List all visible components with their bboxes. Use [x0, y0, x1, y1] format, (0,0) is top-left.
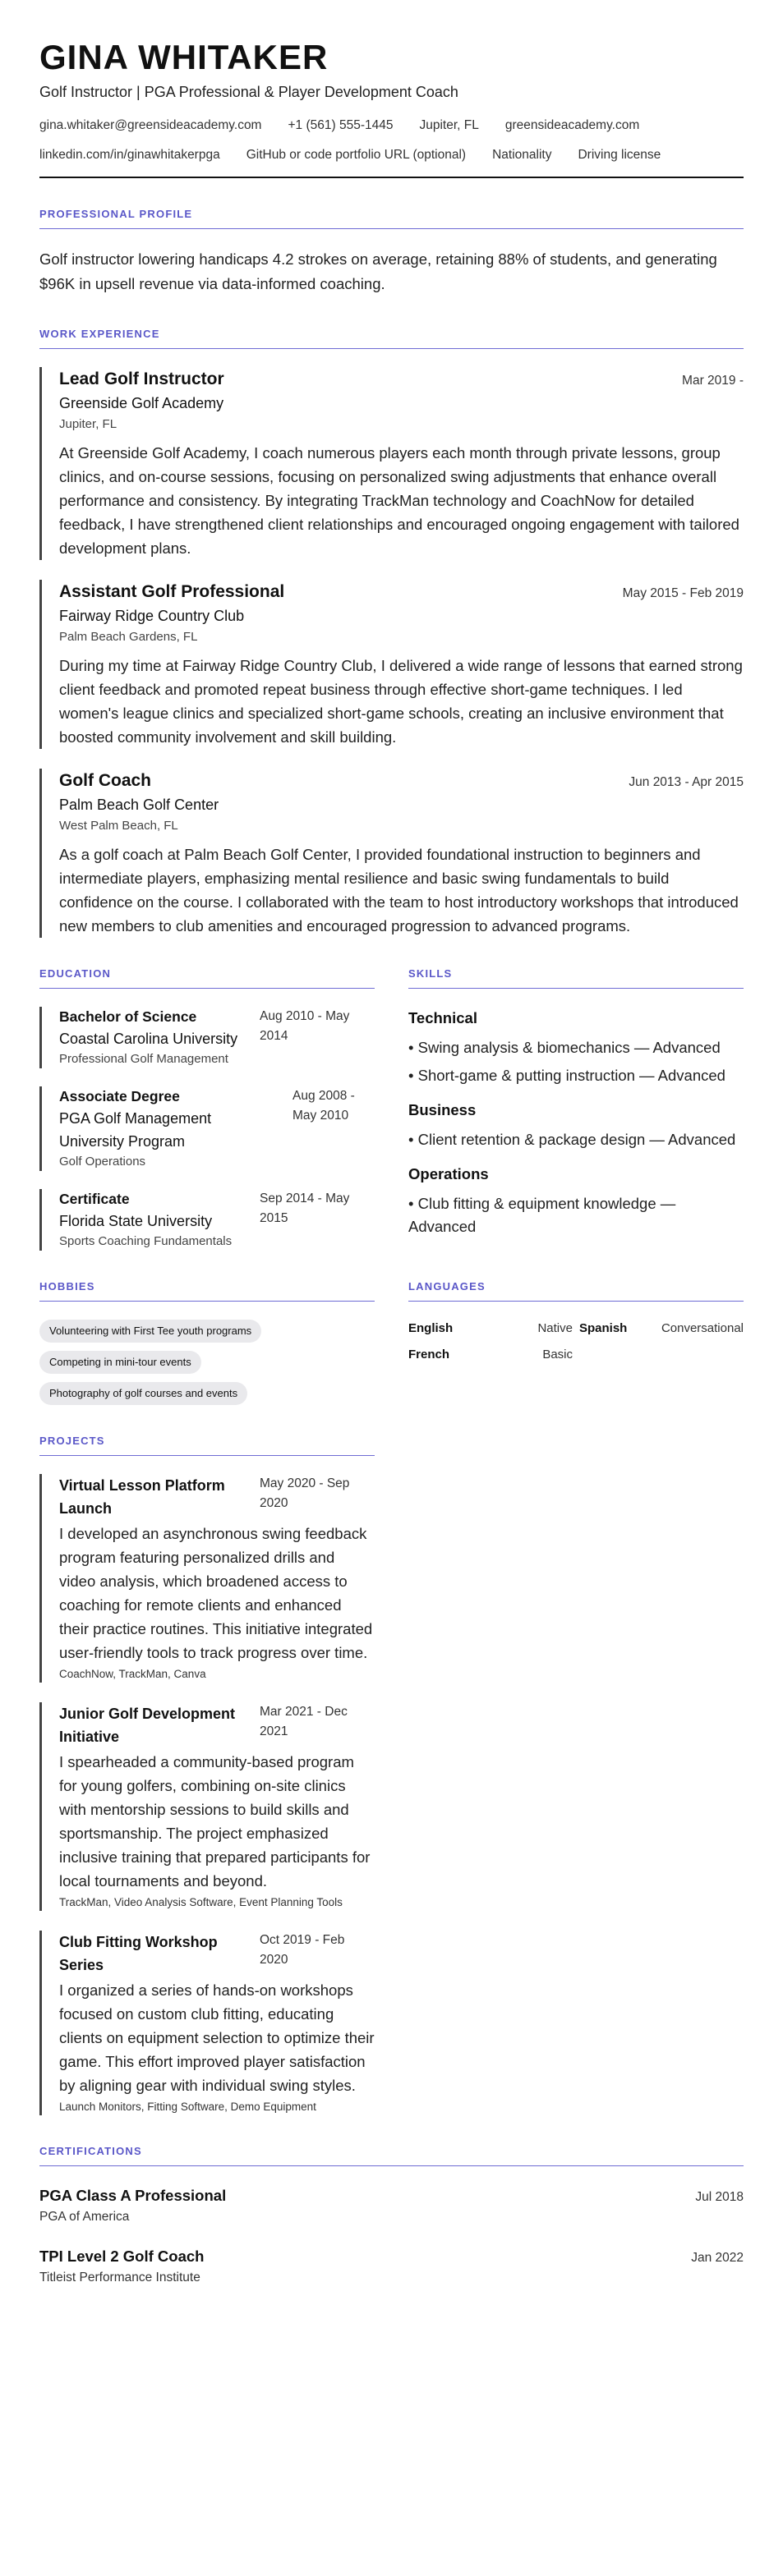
project-item: [39, 1931, 375, 2115]
hobbies-section-title: HOBBIES: [39, 1280, 375, 1302]
contact-linkedin[interactable]: linkedin.com/in/ginawhitakerpga: [39, 148, 220, 162]
language-name: French: [408, 1348, 450, 1361]
degree: Associate Degree: [59, 1088, 180, 1104]
profile-section-title: PROFESSIONAL PROFILE: [39, 208, 744, 229]
project-dates: Oct 2019 - Feb 2020: [260, 1933, 345, 1967]
certification-issuer: PGA of America: [39, 2210, 130, 2224]
education-dates: Aug 2010 - May 2014: [260, 1009, 350, 1043]
job-organization: Greenside Golf Academy: [59, 395, 224, 411]
education-section: [39, 967, 375, 1280]
header-divider: [39, 177, 744, 178]
project-tools: TrackMan, Video Analysis Software, Event Planning Tools: [59, 1896, 343, 1908]
contact-location: Jupiter, FL: [419, 118, 479, 132]
certification-date: Jul 2018: [695, 2190, 744, 2204]
contact-nationality: Nationality: [492, 148, 552, 162]
language-list: [408, 1320, 744, 1364]
language-level: Basic: [542, 1348, 573, 1361]
language-item: [408, 1346, 573, 1364]
job-dates: Jun 2013 - Apr 2015: [629, 775, 744, 789]
degree: Certificate: [59, 1191, 130, 1207]
project-dates: May 2020 - Sep 2020: [260, 1476, 350, 1510]
field-of-study: Golf Operations: [59, 1155, 146, 1169]
job-location: Palm Beach Gardens, FL: [59, 630, 198, 644]
profile-section: [39, 208, 744, 296]
project-description: I spearheaded a community-based program for young golfers, combining on-site clinics with mentorship sessions to build skills and sportsmanship. The project emphasized inclusive training that prepared participants for local tournaments and beyond.: [59, 1753, 371, 1890]
certification-issuer: Titleist Performance Institute: [39, 2271, 200, 2284]
experience-section: [39, 328, 744, 938]
skills-section-title: SKILLS: [408, 967, 744, 989]
project-item: [39, 1474, 375, 1683]
experience-item: [39, 769, 744, 938]
certification-name: TPI Level 2 Golf Coach: [39, 2248, 205, 2265]
job-title: Golf Coach: [59, 771, 152, 790]
skill-group: [408, 1099, 744, 1151]
project-description: I developed an asynchronous swing feedback program featuring personalized drills and video analysis, which broadened access to coaching for remote clients and enhanced their practice routines. This initiative integrated user-friendly tools to track progress over time.: [59, 1525, 373, 1661]
project-item: [39, 1702, 375, 1911]
hobbies-section: [39, 1280, 375, 1435]
skill-item: • Swing analysis & biomechanics — Advanced: [408, 1039, 721, 1056]
hobby-chip: Volunteering with First Tee youth programs: [39, 1320, 261, 1343]
project-description: I organized a series of hands-on workshops focused on custom club fitting, educating clients on equipment selection to optimize their game. This effort improved player satisfaction by aligning gear with individual swing styles.: [59, 1981, 375, 2094]
languages-section-title: LANGUAGES: [408, 1280, 744, 1302]
job-title: Lead Golf Instructor: [59, 370, 224, 388]
degree: Bachelor of Science: [59, 1008, 197, 1025]
experience-item: [39, 367, 744, 560]
school: Coastal Carolina University: [59, 1031, 238, 1047]
certification-item: [39, 2184, 744, 2227]
projects-row: [39, 1435, 744, 2145]
hobby-list: [39, 1320, 375, 1405]
projects-section-title: PROJECTS: [39, 1435, 375, 1456]
contact-email[interactable]: gina.whitaker@greensideacademy.com: [39, 118, 262, 132]
skill-item: • Club fitting & equipment knowledge — Advanced: [408, 1195, 676, 1235]
experience-section-title: WORK EXPERIENCE: [39, 328, 744, 349]
job-dates: May 2015 - Feb 2019: [622, 586, 744, 600]
job-description: At Greenside Golf Academy, I coach numerous players each month through private lessons, group clinics, and on-course sessions, focusing on personalized swing adjustments that enhance overall performance and consistency. By integrating TrackMan technology and CoachNow for detailed feedback, I have strengthened client relationships and encouraged ongoing engagement with tailored development plans.: [59, 444, 739, 557]
job-description: As a golf coach at Palm Beach Golf Center, I provided foundational instruction to beginners and intermediate players, emphasizing mental resilience and basic swing fundamentals to build confidence on the course. I collaborated with the team to host introductory workshops that introduced new members to club amenities and encouraged progression to advanced programs.: [59, 846, 739, 934]
certification-date: Jan 2022: [691, 2251, 744, 2265]
project-title: Virtual Lesson Platform Launch: [59, 1477, 225, 1517]
languages-section: [408, 1280, 744, 1435]
hobby-chip: Competing in mini-tour events: [39, 1351, 201, 1374]
language-name: Spanish: [579, 1321, 628, 1335]
education-item: [39, 1189, 375, 1251]
job-location: Jupiter, FL: [59, 417, 117, 431]
school: PGA Golf Management University Program: [59, 1110, 212, 1150]
skills-section: [408, 967, 744, 1280]
field-of-study: Sports Coaching Fundamentals: [59, 1234, 233, 1248]
job-dates: Mar 2019 -: [682, 374, 744, 388]
education-dates: Sep 2014 - May 2015: [260, 1192, 350, 1225]
contact-row-primary: [39, 117, 744, 134]
language-level: Native: [537, 1321, 573, 1335]
contact-phone[interactable]: +1 (561) 555-1445: [288, 118, 394, 132]
skill-group: [408, 1163, 744, 1238]
project-title: Club Fitting Workshop Series: [59, 1934, 218, 1973]
certification-item: [39, 2245, 744, 2288]
language-level: Conversational: [661, 1321, 744, 1335]
language-item: [579, 1320, 744, 1338]
education-skills-row: [39, 967, 744, 1280]
skill-category: Technical: [408, 1009, 477, 1026]
project-title: Junior Golf Development Initiative: [59, 1706, 236, 1745]
contact-portfolio[interactable]: GitHub or code portfolio URL (optional): [246, 148, 467, 162]
contact-row-secondary: [39, 147, 744, 163]
job-location: West Palm Beach, FL: [59, 819, 178, 833]
project-dates: Mar 2021 - Dec 2021: [260, 1705, 348, 1738]
education-item: [39, 1007, 375, 1068]
job-title: Assistant Golf Professional: [59, 582, 285, 601]
projects-section: [39, 1435, 375, 2145]
skill-item: • Short-game & putting instruction — Advanced: [408, 1067, 725, 1084]
job-description: During my time at Fairway Ridge Country Club, I delivered a wide range of lessons that earned strong client feedback and promoted repeat business through effective short-game techniques. I led women's league clinics and specialized short-game schools, creating an inclusive environment that boosted community involvement and skill building.: [59, 657, 743, 746]
candidate-headline: Golf Instructor | PGA Professional & Player Development Coach: [39, 84, 458, 100]
contact-driving-license: Driving license: [578, 148, 661, 162]
contact-website[interactable]: greensideacademy.com: [504, 118, 640, 132]
skill-group: [408, 1007, 744, 1087]
school: Florida State University: [59, 1213, 213, 1229]
profile-text: Golf instructor lowering handicaps 4.2 strokes on average, retaining 88% of students, and generating $96K in upsell revenue via data-informed coaching.: [39, 250, 717, 292]
resume-header: [39, 36, 744, 178]
education-section-title: EDUCATION: [39, 967, 375, 989]
project-tools: Launch Monitors, Fitting Software, Demo Equipment: [59, 2101, 316, 2113]
skill-category: Operations: [408, 1165, 489, 1182]
job-organization: Palm Beach Golf Center: [59, 797, 219, 813]
language-item: [408, 1320, 573, 1338]
candidate-name: GINA WHITAKER: [39, 38, 329, 76]
certifications-section-title: CERTIFICATIONS: [39, 2145, 744, 2166]
field-of-study: Professional Golf Management: [59, 1052, 228, 1066]
hobbies-languages-row: [39, 1280, 744, 1435]
skill-category: Business: [408, 1101, 477, 1118]
language-name: English: [408, 1321, 454, 1335]
job-organization: Fairway Ridge Country Club: [59, 608, 245, 624]
certifications-section: [39, 2145, 744, 2288]
skill-item: • Client retention & package design — Advanced: [408, 1131, 736, 1148]
hobby-chip: Photography of golf courses and events: [39, 1382, 247, 1405]
project-tools: CoachNow, TrackMan, Canva: [59, 1668, 206, 1680]
certification-name: PGA Class A Professional: [39, 2187, 227, 2204]
education-dates: Aug 2008 - May 2010: [292, 1089, 355, 1123]
experience-item: [39, 580, 744, 749]
education-item: [39, 1086, 375, 1171]
